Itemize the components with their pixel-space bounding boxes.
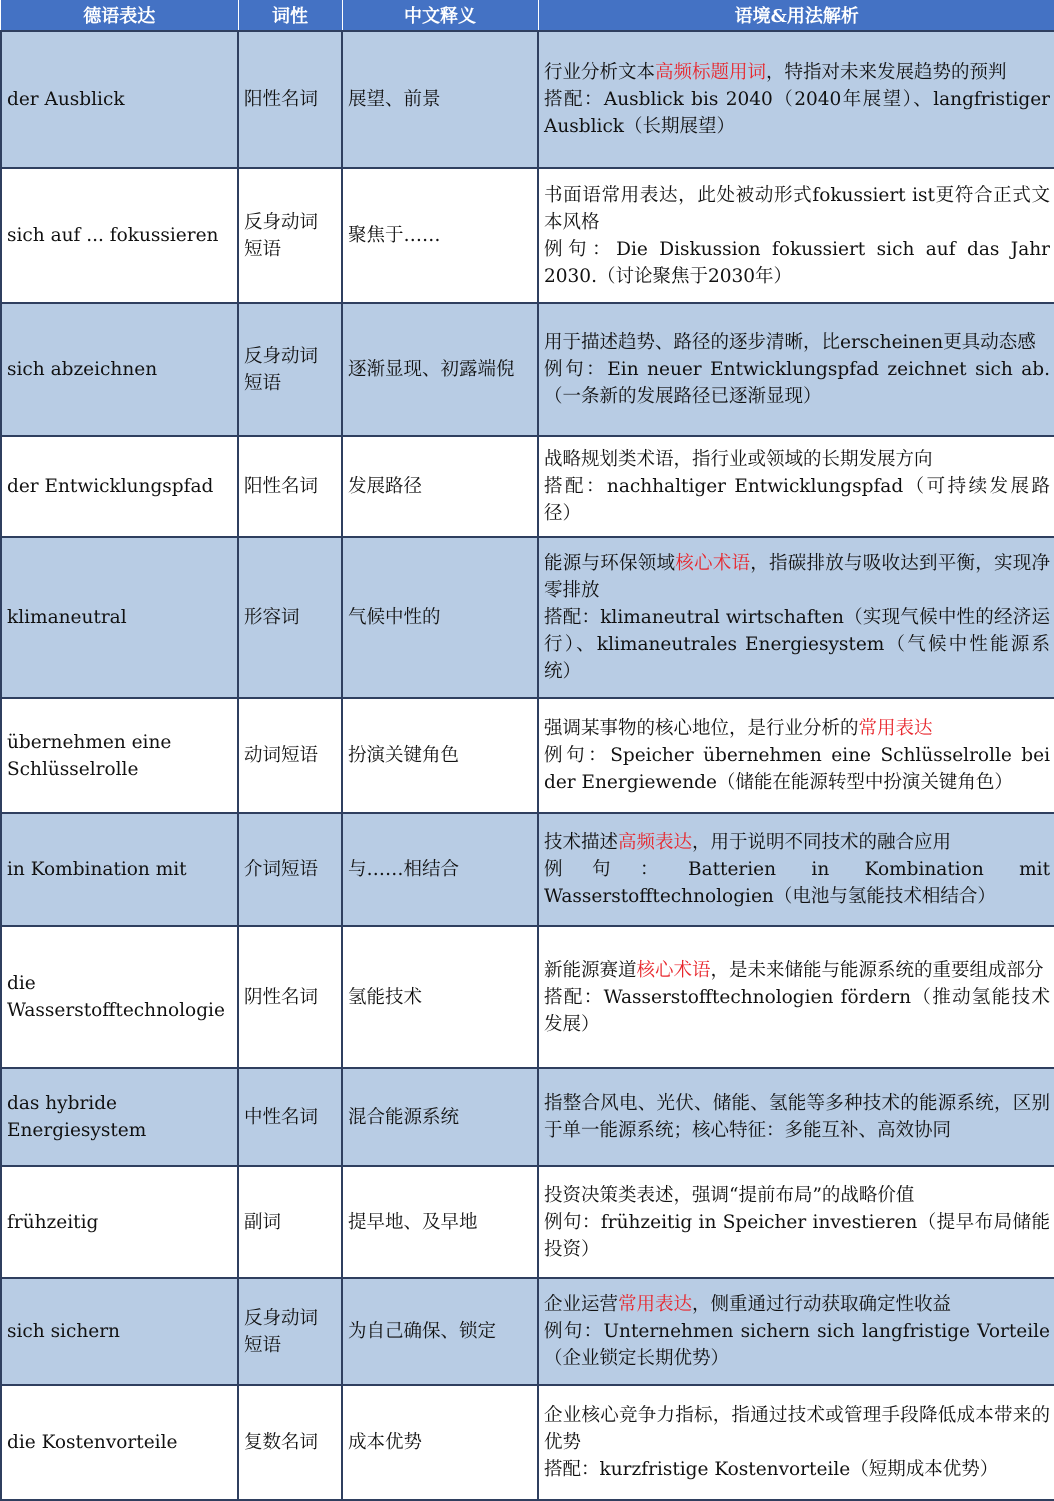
analysis-line	[544, 1456, 1050, 1483]
header-usage-analysis: 语境&用法解析	[538, 0, 1054, 31]
part-of-speech-cell: 反身动词短语	[238, 1278, 342, 1385]
analysis-line	[544, 550, 1050, 604]
term-cell: frühzeitig	[1, 1166, 238, 1278]
analysis-text: 强调某事物的核心地位，是行业分析的	[544, 718, 859, 739]
analysis-line	[544, 182, 1050, 236]
table-row	[1, 926, 1054, 1068]
analysis-text: 企业核心竞争力指标，指通过技术或管理手段降低成本带来的优势	[544, 1405, 1050, 1453]
highlight-term: 核心术语	[636, 959, 711, 981]
analysis-cell	[538, 1385, 1054, 1500]
term-cell: der Ausblick	[1, 31, 238, 168]
analysis-text: 例句：Batterien in Kombination mit Wasserstofftechnologien（电池与氢能技术相结合）	[544, 859, 1050, 907]
analysis-text: 能源与环保领域	[544, 553, 676, 574]
part-of-speech-cell: 动词短语	[238, 698, 342, 813]
analysis-text: 技术描述	[544, 832, 619, 853]
analysis-line	[544, 715, 1050, 742]
analysis-text: 企业运营	[544, 1294, 619, 1315]
part-of-speech-cell: 反身动词短语	[238, 303, 342, 436]
table-row	[1, 813, 1054, 926]
analysis-text: 行业分析文本	[544, 62, 656, 83]
part-of-speech-cell: 阴性名词	[238, 926, 342, 1068]
meaning-cell: 逐渐显现、初露端倪	[342, 303, 538, 436]
meaning-cell: 为自己确保、锁定	[342, 1278, 538, 1385]
analysis-text: 用于描述趋势、路径的逐步清晰，比erscheinen更具动态感	[544, 332, 1036, 353]
analysis-line	[544, 604, 1050, 685]
analysis-line	[544, 59, 1050, 86]
term-cell: sich abzeichnen	[1, 303, 238, 436]
meaning-cell: 展望、前景	[342, 31, 538, 168]
table-row	[1, 436, 1054, 537]
table-row	[1, 537, 1054, 698]
analysis-cell	[538, 436, 1054, 537]
term-cell: übernehmen eine Schlüsselrolle	[1, 698, 238, 813]
part-of-speech-cell: 阳性名词	[238, 436, 342, 537]
meaning-cell: 提早地、及早地	[342, 1166, 538, 1278]
header-german-expression: 德语表达	[1, 0, 238, 31]
term-cell: in Kombination mit	[1, 813, 238, 926]
analysis-cell	[538, 1166, 1054, 1278]
header-row	[1, 0, 1054, 31]
table-row	[1, 1166, 1054, 1278]
analysis-cell	[538, 168, 1054, 303]
analysis-text: 书面语常用表达，此处被动形式fokussiert ist更符合正式文本风格	[544, 184, 1050, 233]
analysis-text: 搭配：nachhaltiger Entwicklungspfad（可持续发展路径）	[544, 476, 1050, 524]
analysis-line	[544, 446, 1050, 473]
analysis-text: 搭配：klimaneutral wirtschaften（实现气候中性的经济运行）、klimaneutrales Energiesystem（气候中性能源系统）	[544, 607, 1050, 682]
part-of-speech-cell: 阳性名词	[238, 31, 342, 168]
analysis-cell	[538, 537, 1054, 698]
header-part-of-speech: 词性	[238, 0, 342, 31]
header-chinese-meaning: 中文释义	[342, 0, 538, 31]
analysis-line	[544, 356, 1050, 410]
analysis-cell	[538, 31, 1054, 168]
highlight-term: 高频表达	[618, 832, 693, 853]
analysis-line	[544, 86, 1050, 140]
table-header	[1, 0, 1054, 31]
analysis-text: 例句：Speicher übernehmen eine Schlüsselrolle bei der Energiewende（储能在能源转型中扮演关键角色）	[544, 745, 1050, 793]
analysis-text: 新能源赛道	[544, 959, 637, 981]
part-of-speech-cell: 反身动词短语	[238, 168, 342, 303]
meaning-cell: 与……相结合	[342, 813, 538, 926]
analysis-line	[544, 1402, 1050, 1456]
analysis-line	[544, 1318, 1050, 1372]
part-of-speech-cell: 介词短语	[238, 813, 342, 926]
meaning-cell: 气候中性的	[342, 537, 538, 698]
term-cell: die Kostenvorteile	[1, 1385, 238, 1500]
table-row	[1, 1278, 1054, 1385]
analysis-line	[544, 329, 1050, 356]
meaning-cell: 混合能源系统	[342, 1068, 538, 1166]
analysis-text: ，特指对未来发展趋势的预判	[766, 62, 1007, 83]
highlight-term: 常用表达	[858, 718, 933, 739]
term-cell: das hybride Energiesystem	[1, 1068, 238, 1166]
term-cell: der Entwicklungspfad	[1, 436, 238, 537]
analysis-line	[544, 1209, 1050, 1263]
table-row	[1, 1068, 1054, 1166]
highlight-term: 高频标题用词	[655, 62, 767, 83]
term-cell: sich sichern	[1, 1278, 238, 1385]
term-cell: sich auf ... fokussieren	[1, 168, 238, 303]
analysis-text: 搭配：Ausblick bis 2040（2040年展望）、langfristiger Ausblick（长期展望）	[544, 89, 1050, 137]
analysis-text: 搭配：Wasserstofftechnologien fördern（推动氢能技术发展）	[544, 986, 1050, 1035]
analysis-text: ，用于说明不同技术的融合应用	[692, 832, 952, 853]
part-of-speech-cell: 副词	[238, 1166, 342, 1278]
analysis-text: 例句：frühzeitig in Speicher investieren（提早布局储能投资）	[544, 1211, 1050, 1260]
table-row	[1, 1385, 1054, 1500]
analysis-line	[544, 1291, 1050, 1318]
analysis-text: 战略规划类术语，指行业或领域的长期发展方向	[544, 449, 933, 470]
part-of-speech-cell: 复数名词	[238, 1385, 342, 1500]
analysis-line	[544, 1090, 1050, 1144]
analysis-text: 指整合风电、光伏、储能、氢能等多种技术的能源系统，区别于单一能源系统；核心特征：多能互补、高效协同	[544, 1093, 1050, 1141]
analysis-line	[544, 1182, 1050, 1209]
analysis-cell	[538, 813, 1054, 926]
table-row	[1, 31, 1054, 168]
part-of-speech-cell: 中性名词	[238, 1068, 342, 1166]
meaning-cell: 聚焦于……	[342, 168, 538, 303]
analysis-text: ，指碳排放与吸收达到平衡，实现净零排放	[544, 553, 1050, 601]
analysis-text: 搭配：kurzfristige Kostenvorteile（短期成本优势）	[544, 1459, 999, 1480]
highlight-term: 常用表达	[618, 1294, 693, 1315]
analysis-text: 投资决策类表述，强调“提前布局”的战略价值	[544, 1184, 915, 1206]
analysis-cell	[538, 926, 1054, 1068]
analysis-line	[544, 984, 1050, 1038]
analysis-line	[544, 236, 1050, 290]
analysis-cell	[538, 1068, 1054, 1166]
term-cell: die Wasserstofftechnologie	[1, 926, 238, 1068]
part-of-speech-cell: 形容词	[238, 537, 342, 698]
highlight-term: 核心术语	[675, 553, 751, 574]
analysis-line	[544, 742, 1050, 796]
analysis-line	[544, 856, 1050, 910]
analysis-line	[544, 829, 1050, 856]
analysis-cell	[538, 698, 1054, 813]
meaning-cell: 成本优势	[342, 1385, 538, 1500]
analysis-line	[544, 957, 1050, 984]
meaning-cell: 氢能技术	[342, 926, 538, 1068]
analysis-text: 例句：Die Diskussion fokussiert sich auf das Jahr 2030.（讨论聚焦于2030年）	[544, 238, 1050, 287]
meaning-cell: 扮演关键角色	[342, 698, 538, 813]
meaning-cell: 发展路径	[342, 436, 538, 537]
table-row	[1, 698, 1054, 813]
table-row	[1, 303, 1054, 436]
analysis-text: ，侧重通过行动获取确定性收益	[692, 1294, 952, 1315]
term-cell: klimaneutral	[1, 537, 238, 698]
analysis-cell	[538, 1278, 1054, 1385]
analysis-text: 例句：Ein neuer Entwicklungspfad zeichnet sich ab.（一条新的发展路径已逐渐显现）	[544, 359, 1050, 407]
analysis-cell	[538, 303, 1054, 436]
analysis-line	[544, 473, 1050, 527]
analysis-text: ，是未来储能与能源系统的重要组成部分	[710, 959, 1044, 981]
analysis-text: 例句：Unternehmen sichern sich langfristige Vorteile（企业锁定长期优势）	[544, 1321, 1050, 1369]
table-row	[1, 168, 1054, 303]
table-body	[1, 31, 1054, 1500]
